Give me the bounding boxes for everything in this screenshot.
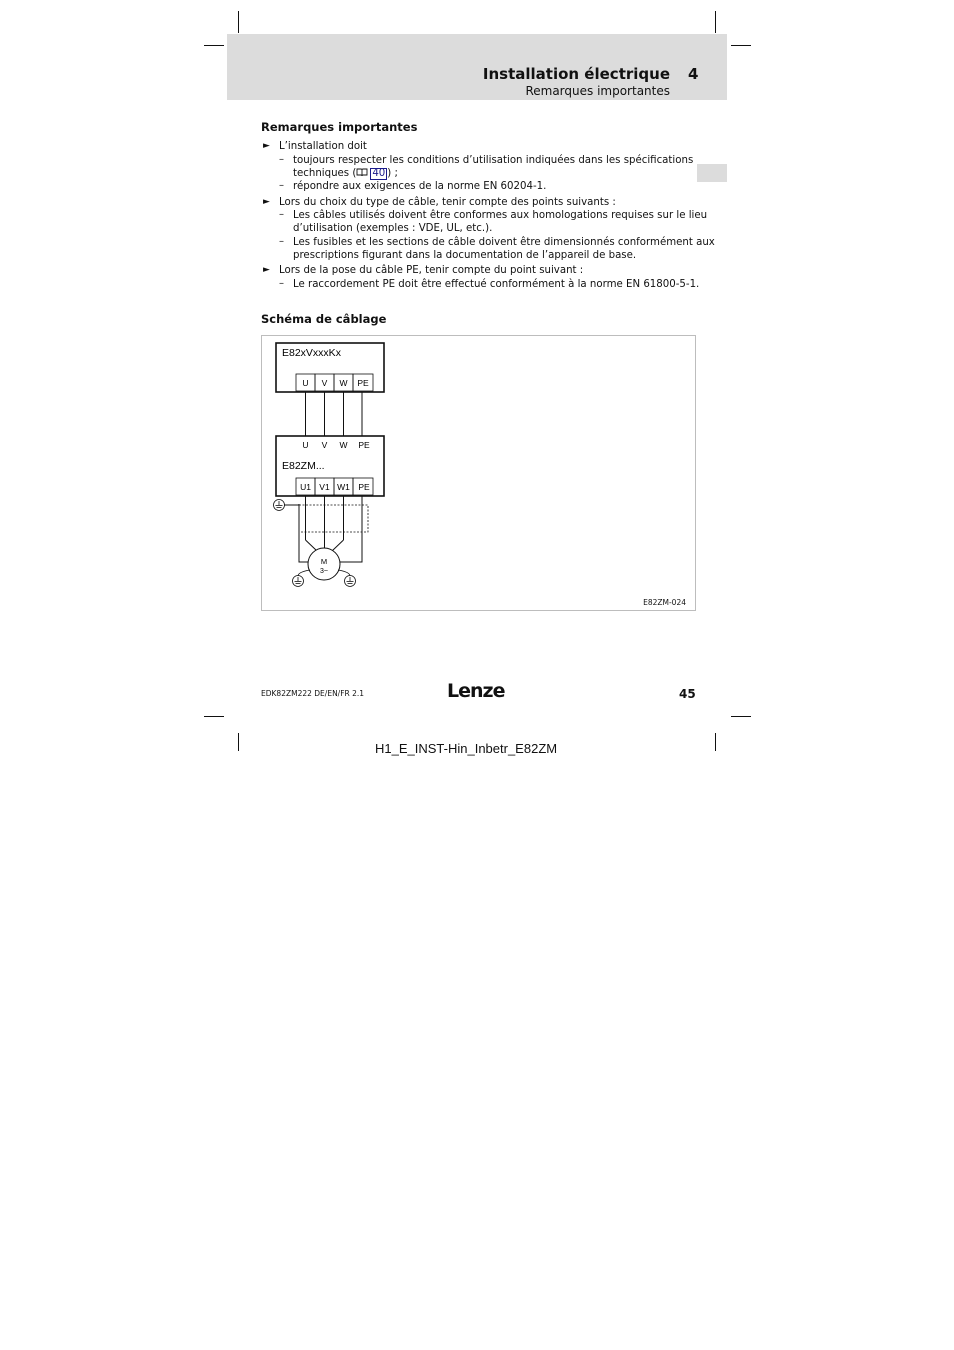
chapter-title: Installation électrique [482,65,670,83]
list-subitem: Les câbles utilisés doivent être conformes aux homologations requises sur le lieu [293,210,708,221]
page-reference-link[interactable]: 40 [372,168,386,179]
module-terminal-v1: V1 [319,482,330,492]
dash-bullet: – [279,236,284,247]
module-input-v: V [321,440,328,450]
inverter-label: E82xVxxxKx [282,347,341,359]
list-subitem: Le raccordement PE doit être effectué conformément à la norme EN 61800-5-1. [293,279,700,290]
list-subitem: toujours respecter les conditions d’utilisation indiquées dans les spécifications [293,155,694,166]
motor-label: M [320,557,328,566]
figure-code: E82ZM-024 [643,598,686,607]
inverter-terminal-u: U [302,378,309,388]
module-terminal-pe: PE [358,482,370,492]
section-title: Remarques importantes [261,120,418,134]
list-subitem: répondre aux exigences de la norme EN 60204-1. [293,181,547,192]
bullet-arrow-icon: ► [263,265,270,275]
dash-bullet: – [279,278,284,289]
chapter-number: 4 [688,65,699,83]
list-item: Lors du choix du type de câble, tenir compte des points suivants : [279,197,616,208]
bullet-arrow-icon: ► [263,197,270,207]
print-job-label: H1_E_INST-Hin_Inbetr_E82ZM [375,741,558,756]
motor-ground-icon [345,576,356,587]
section-title: Schéma de câblage [261,312,387,326]
module-input-w: W [339,440,348,450]
list-subitem: Les fusibles et les sections de câble doivent être dimensionnés conformément aux [293,237,715,248]
document-info: EDK82ZM222 DE/EN/FR 2.1 [261,689,365,698]
chapter-subtitle: Remarques importantes [525,84,670,98]
dash-bullet: – [279,180,284,191]
inverter-terminal-v: V [321,378,328,388]
brand-logo: Lenze [447,680,505,702]
module-input-pe: PE [358,440,370,450]
dash-bullet: – [279,154,284,165]
list-subitem-continued: d’utilisation (exemples : VDE, UL, etc.). [293,223,493,234]
bullet-arrow-icon: ► [263,141,270,151]
module-input-u: U [302,440,309,450]
list-item: Lors de la pose du câble PE, tenir compte du point suivant : [279,265,584,276]
list-item: L’installation doit [279,141,367,152]
module-terminal-u1: U1 [300,482,311,492]
inverter-terminal-pe: PE [357,378,369,388]
dash-bullet: – [279,209,284,220]
list-subitem-continued: techniques ( 40 ) ; [293,168,398,179]
module-label: E82ZM... [282,460,325,472]
motor-phase-label: 3~ [320,568,328,575]
connection-wires [306,392,363,436]
page-number: 45 [679,687,696,701]
module-terminal-w1: W1 [337,482,350,492]
shield-ground-icon [274,500,285,511]
inverter-terminal-w: W [339,378,348,388]
motor-ground-icon [293,576,304,587]
cable-shield [299,505,368,532]
list-subitem-continued: prescriptions figurant dans la documentation de l’appareil de base. [293,250,637,261]
